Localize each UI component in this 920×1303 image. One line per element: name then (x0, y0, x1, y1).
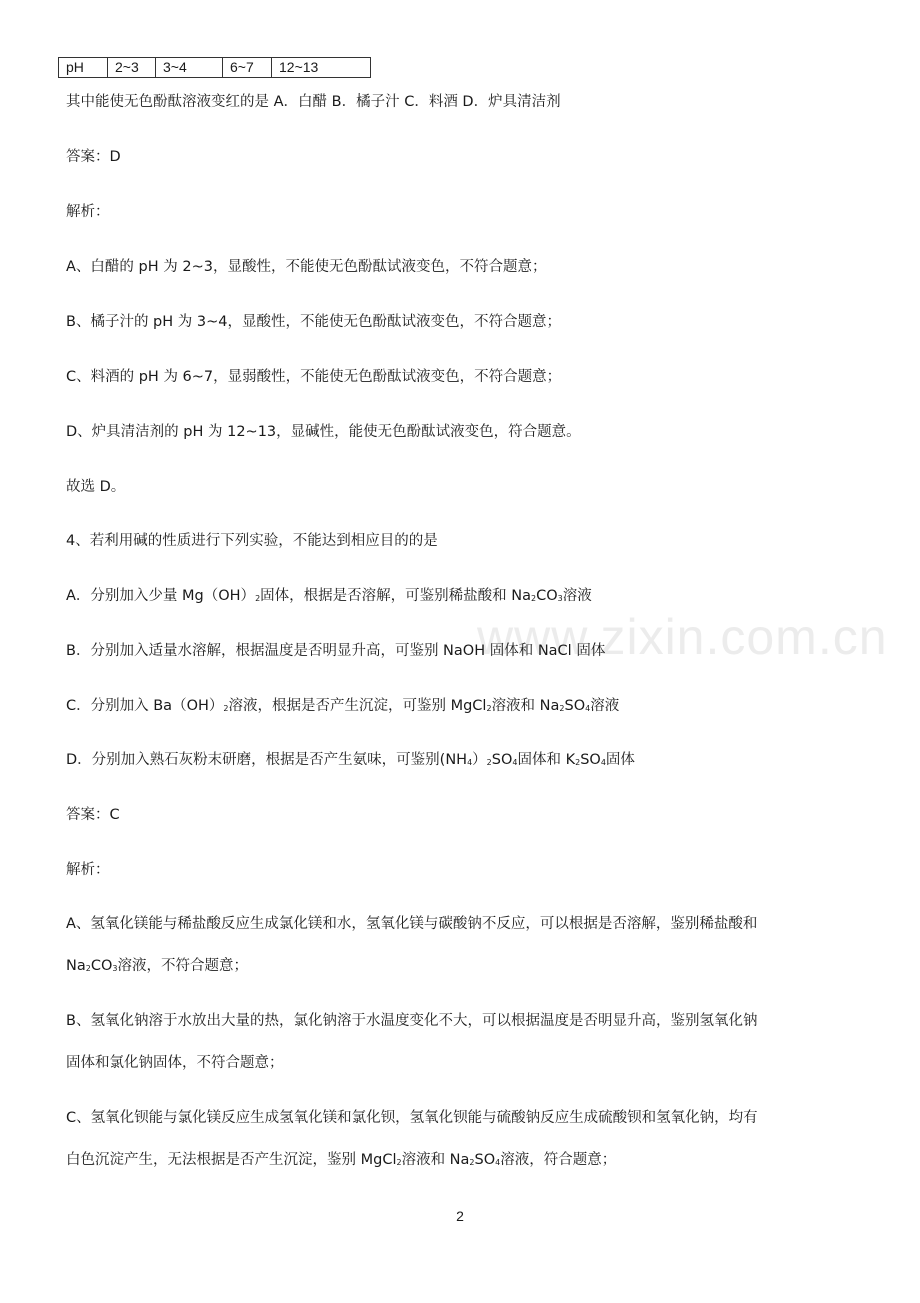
q3-analysis-c: C、料酒的 pH 为 6~7，显弱酸性，不能使无色酚酞试液变色，不符合题意； (66, 369, 562, 385)
subscript: 4 (600, 758, 606, 767)
text: SO (564, 698, 586, 714)
q3-analysis-a: A、白醋的 pH 为 2~3，显酸性，不能使无色酚酞试液变色，不符合题意； (66, 259, 547, 275)
subscript: 2 (85, 964, 91, 973)
text: 溶液和 Na (491, 698, 560, 714)
text: Na (66, 958, 86, 974)
text: 固体，根据是否溶解，可鉴别稀盐酸和 Na (260, 588, 531, 604)
text: SO (580, 752, 601, 768)
subscript: 2 (575, 758, 581, 767)
subscript: 2 (469, 1158, 475, 1167)
q4-analysis-b-line1: B、氢氧化钠溶于水放出大量的热，氯化钠溶于水温度变化不大，可以根据温度是否明显升高，鉴别氢氧化钠 (66, 1013, 758, 1029)
subscript: 2 (396, 1158, 402, 1167)
text: 溶液 (562, 588, 592, 604)
text: C．分别加入 Ba（OH） (66, 698, 224, 714)
subscript: 2 (223, 704, 229, 713)
table-cell: 6~7 (223, 58, 272, 78)
ph-table (58, 57, 371, 78)
text: 溶液 (590, 698, 620, 714)
text: 固体和 K (517, 752, 576, 768)
text: 溶液和 Na (401, 1152, 470, 1168)
subscript: 2 (559, 704, 565, 713)
subscript: 2 (486, 704, 492, 713)
q4-analysis-c-line2 (66, 1150, 616, 1173)
subscript: 3 (112, 964, 118, 973)
text: SO (474, 1152, 496, 1168)
text: D．分别加入熟石灰粉末研磨，根据是否产生氨味，可鉴别(NH (66, 752, 468, 768)
q3-conclusion: 故选 D。 (66, 479, 126, 495)
q4-option-a (66, 586, 592, 609)
subscript: 3 (557, 594, 563, 603)
table-cell: pH (59, 58, 108, 78)
q3-stem: 其中能使无色酚酞溶液变红的是 A．白醋 B．橘子汁 C．料酒 D．炉具清洁剂 (66, 94, 561, 110)
subscript: 4 (467, 758, 473, 767)
q4-option-c (66, 696, 619, 719)
q3-answer: 答案：D (66, 149, 121, 165)
text: 溶液，根据是否产生沉淀，可鉴别 MgCl (228, 698, 487, 714)
table-row (59, 58, 371, 78)
q4-analysis-label: 解析： (66, 862, 110, 878)
q3-analysis-label: 解析： (66, 204, 110, 220)
subscript: 2 (486, 758, 492, 767)
text: CO (90, 958, 113, 974)
page-number: 2 (456, 1208, 464, 1224)
subscript: 4 (512, 758, 518, 767)
q4-analysis-c-line1: C、氢氧化钡能与氯化镁反应生成氢氧化镁和氯化钡，氢氧化钡能与硫酸钠反应生成硫酸钡和氢氧化钠，均有 (66, 1110, 758, 1126)
table-cell: 12~13 (272, 58, 371, 78)
subscript: 2 (255, 594, 261, 603)
subscript: 4 (585, 704, 591, 713)
text: ） (472, 752, 487, 768)
text: SO (491, 752, 513, 768)
text: 溶液，不符合题意； (117, 958, 248, 974)
text: 固体 (605, 752, 635, 768)
text: 白色沉淀产生，无法根据是否产生沉淀，鉴别 MgCl (66, 1152, 397, 1168)
q4-stem: 4、若利用碱的性质进行下列实验，不能达到相应目的的是 (66, 533, 438, 549)
q4-answer: 答案：C (66, 807, 120, 823)
subscript: 4 (495, 1158, 501, 1167)
watermark: www.zixin.com.cn (477, 609, 888, 665)
text: 溶液，符合题意； (500, 1152, 617, 1168)
q4-analysis-a-line1: A、氢氧化镁能与稀盐酸反应生成氯化镁和水，氢氧化镁与碳酸钠不反应，可以根据是否溶解，鉴别稀盐酸和 (66, 916, 758, 932)
q3-analysis-b: B、橘子汁的 pH 为 3~4，显酸性，不能使无色酚酞试液变色，不符合题意； (66, 314, 561, 330)
q4-option-b: B．分别加入适量水溶解，根据温度是否明显升高，可鉴别 NaOH 固体和 NaCl 固体 (66, 643, 606, 659)
q4-analysis-b-line2: 固体和氯化钠固体，不符合题意； (66, 1055, 284, 1071)
q4-analysis-a-line2 (66, 956, 248, 979)
subscript: 2 (531, 594, 537, 603)
text: A．分别加入少量 Mg（OH） (66, 588, 256, 604)
q4-option-d (66, 750, 635, 773)
text: CO (536, 588, 558, 604)
table-cell: 3~4 (156, 58, 223, 78)
q3-analysis-d: D、炉具清洁剂的 pH 为 12~13，显碱性，能使无色酚酞试液变色，符合题意。 (66, 424, 581, 440)
table-cell: 2~3 (108, 58, 156, 78)
